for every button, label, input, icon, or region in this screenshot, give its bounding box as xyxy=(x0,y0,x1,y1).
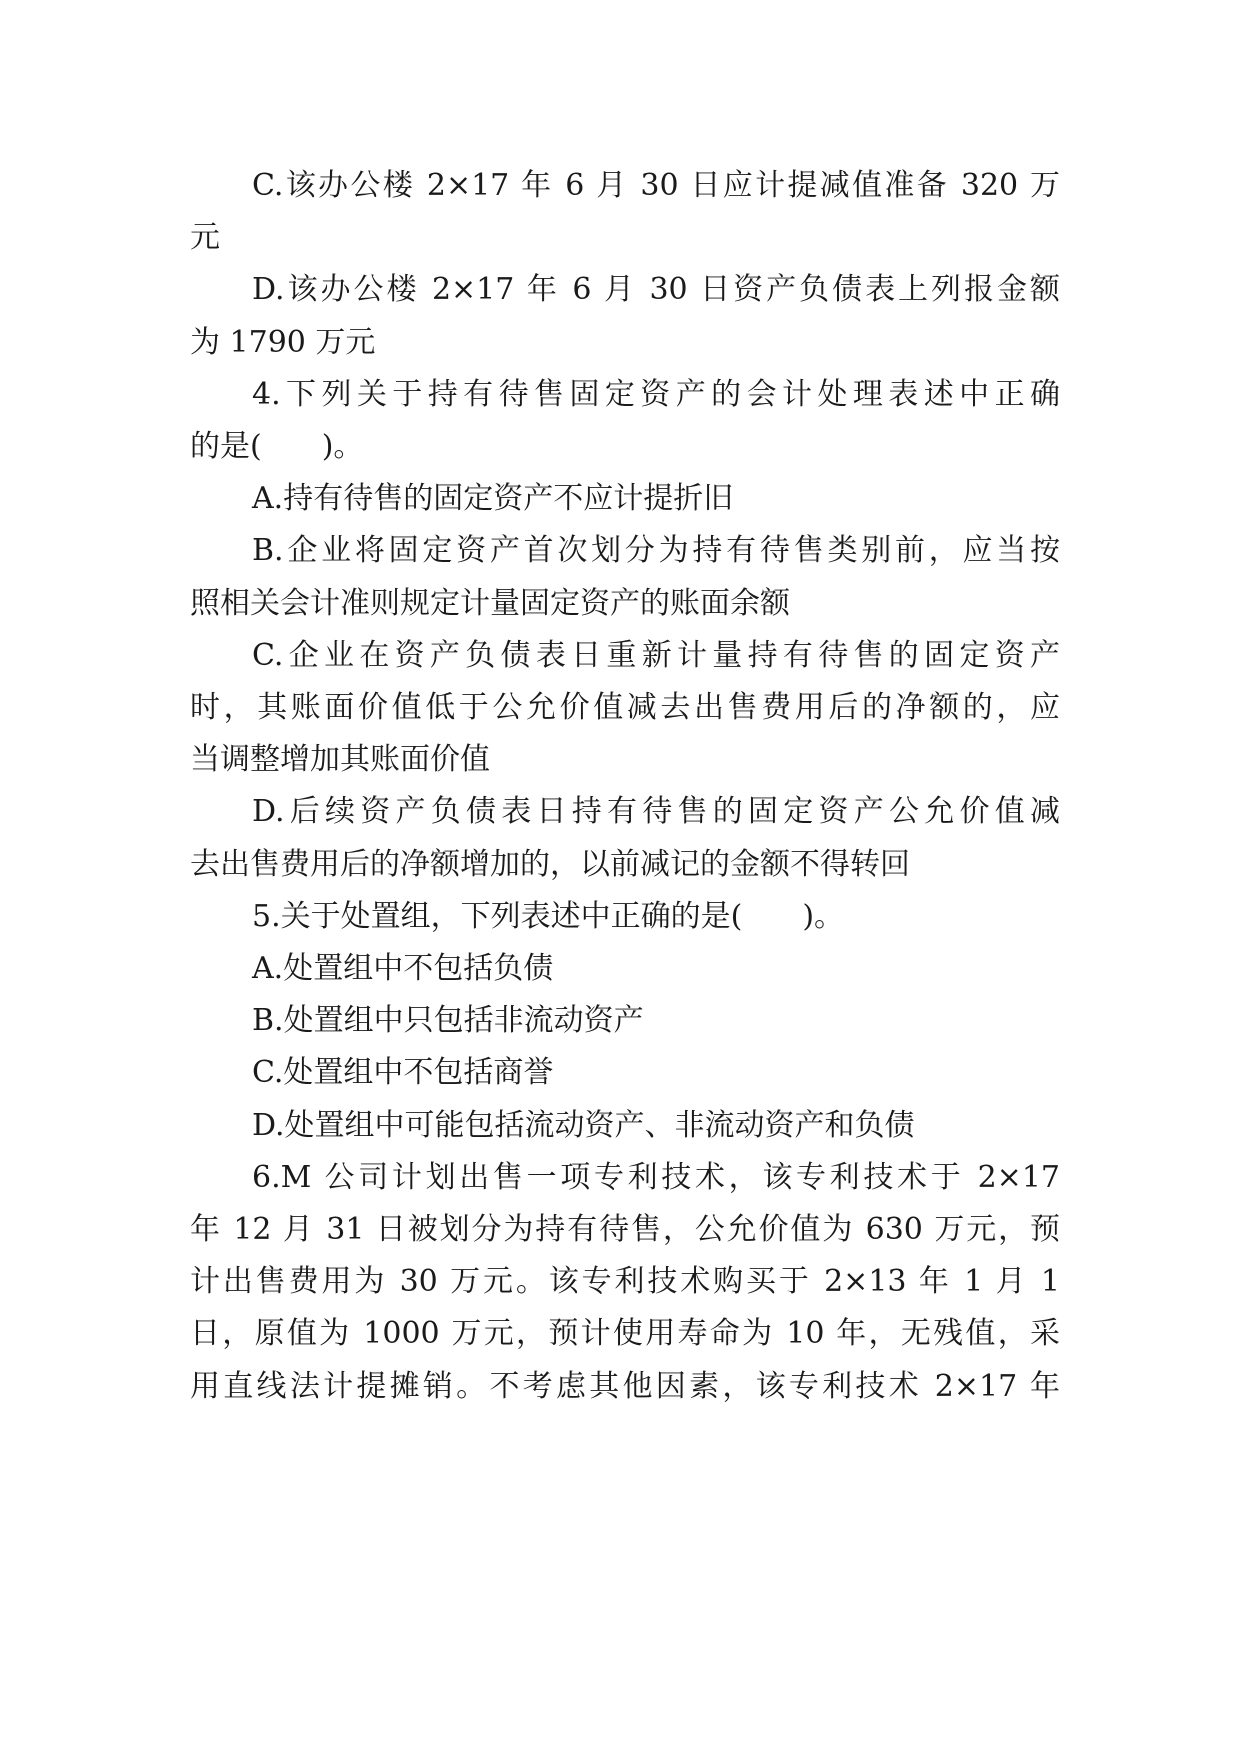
question-4-option-c-cont: 时，其账面价值低于公允价值减去出售费用后的净额的，应 xyxy=(190,690,1060,725)
question-6-stem-cont-2: 计出售费用为 30 万元。该专利技术购买于 2×13 年 1 月 1 xyxy=(190,1264,1060,1299)
question-4-option-b: B.企业将固定资产首次划分为持有待售类别前，应当按 xyxy=(252,533,1060,568)
question-4-option-d: D.后续资产负债表日持有待售的固定资产公允价值减 xyxy=(252,794,1060,829)
question-6-stem-cont-1: 年 12 月 31 日被划分为持有待售，公允价值为 630 万元，预 xyxy=(190,1212,1060,1247)
question-4-stem: 4.下列关于持有待售固定资产的会计处理表述中正确 xyxy=(252,377,1060,412)
text-line-option-c-impairment: C.该办公楼 2×17 年 6 月 30 日应计提减值准备 320 万 xyxy=(252,168,1060,203)
text-line-option-d-balance-cont: 为 1790 万元 xyxy=(190,325,376,360)
question-5-option-d: D.处置组中可能包括流动资产、非流动资产和负债 xyxy=(252,1108,915,1143)
question-4-option-c: C.企业在资产负债表日重新计量持有待售的固定资产 xyxy=(252,638,1060,673)
question-6-stem-cont-4: 用直线法计提摊销。不考虑其他因素，该专利技术 2×17 年 xyxy=(190,1369,1060,1404)
question-4-stem-cont: 的是( )。 xyxy=(190,429,364,464)
question-4-option-d-cont: 去出售费用后的净额增加的，以前减记的金额不得转回 xyxy=(190,847,910,882)
question-5-stem: 5.关于处置组，下列表述中正确的是( )。 xyxy=(252,899,845,934)
question-6-stem-cont-3: 日，原值为 1000 万元，预计使用寿命为 10 年，无残值，采 xyxy=(190,1316,1060,1351)
question-5-option-a: A.处置组中不包括负债 xyxy=(252,951,554,986)
question-4-option-c-cont-2: 当调整增加其账面价值 xyxy=(190,742,490,777)
text-line-option-d-balance: D.该办公楼 2×17 年 6 月 30 日资产负债表上列报金额 xyxy=(252,272,1060,307)
question-4-option-a: A.持有待售的固定资产不应计提折旧 xyxy=(252,481,734,516)
question-4-option-b-cont: 照相关会计准则规定计量固定资产的账面余额 xyxy=(190,586,790,621)
question-5-option-c: C.处置组中不包括商誉 xyxy=(252,1055,554,1090)
text-line-option-c-impairment-cont: 元 xyxy=(190,220,220,255)
question-5-option-b: B.处置组中只包括非流动资产 xyxy=(252,1003,644,1038)
question-6-stem: 6.M 公司计划出售一项专利技术，该专利技术于 2×17 xyxy=(252,1160,1060,1195)
